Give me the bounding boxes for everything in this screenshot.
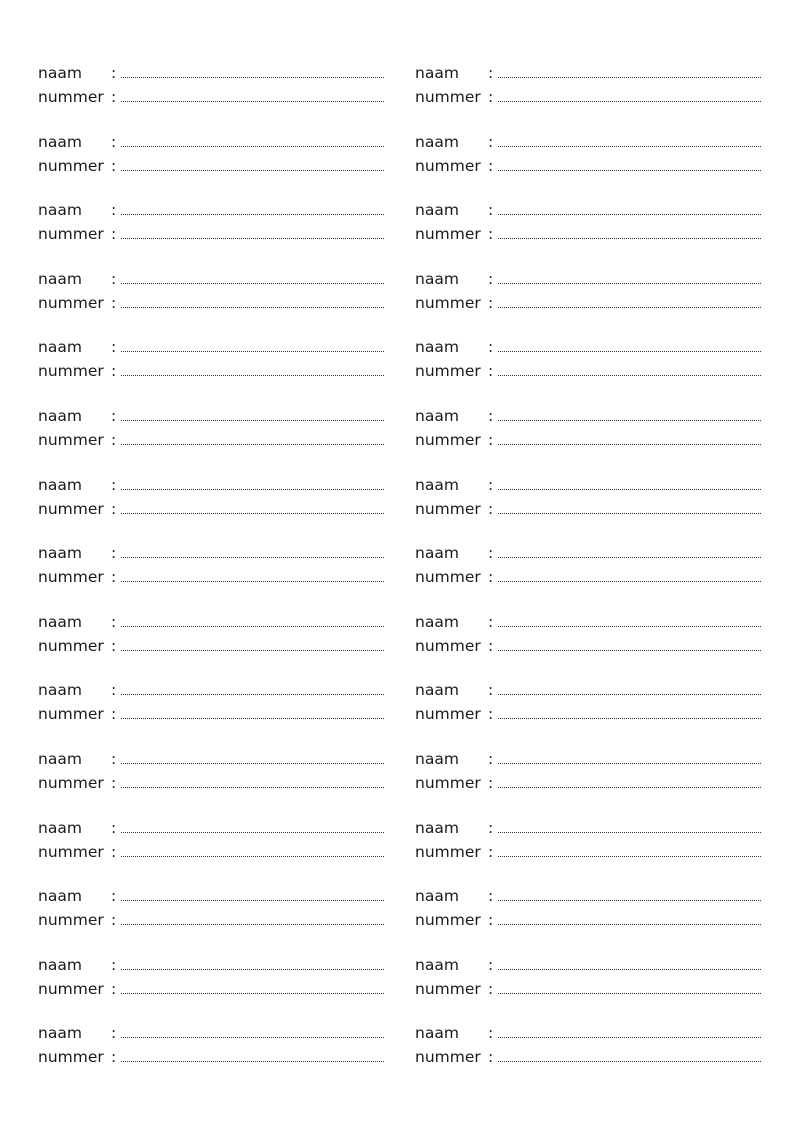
dotted-write-line[interactable] xyxy=(121,214,384,215)
label-entry xyxy=(415,538,761,607)
colon-separator: : xyxy=(111,681,117,700)
colon-separator: : xyxy=(111,362,117,381)
name-field[interactable] xyxy=(415,1018,761,1042)
number-label: nummer xyxy=(415,362,481,381)
dotted-write-line[interactable] xyxy=(121,1037,384,1038)
colon-separator: : xyxy=(488,201,494,220)
label-entry xyxy=(415,195,761,264)
label-entry xyxy=(38,744,384,813)
colon-separator: : xyxy=(488,225,494,244)
colon-separator: : xyxy=(111,430,117,449)
number-field[interactable] xyxy=(38,905,384,929)
dotted-write-line[interactable] xyxy=(121,626,384,627)
number-field[interactable] xyxy=(38,82,384,106)
number-label: nummer xyxy=(38,362,104,381)
name-field[interactable] xyxy=(415,127,761,151)
number-label: nummer xyxy=(38,225,104,244)
dotted-write-line[interactable] xyxy=(498,626,761,627)
number-label: nummer xyxy=(415,88,481,106)
dotted-write-line[interactable] xyxy=(498,351,761,352)
colon-separator: : xyxy=(488,773,494,792)
label-entry xyxy=(415,950,761,1019)
dotted-write-line[interactable] xyxy=(498,718,761,719)
colon-separator: : xyxy=(488,681,494,700)
number-field[interactable] xyxy=(38,837,384,861)
number-field[interactable] xyxy=(415,1042,761,1066)
number-field[interactable] xyxy=(38,288,384,312)
number-label: nummer xyxy=(415,705,481,724)
name-field[interactable] xyxy=(415,675,761,699)
label-entry xyxy=(38,58,384,127)
number-label: nummer xyxy=(415,636,481,655)
name-field[interactable] xyxy=(38,401,384,425)
dotted-write-line[interactable] xyxy=(121,146,384,147)
dotted-write-line[interactable] xyxy=(498,832,761,833)
colon-separator: : xyxy=(488,955,494,974)
name-label: naam xyxy=(38,132,82,151)
colon-separator: : xyxy=(488,362,494,381)
dotted-write-line[interactable] xyxy=(121,581,384,582)
name-label: naam xyxy=(38,818,82,837)
name-label: naam xyxy=(415,132,459,151)
colon-separator: : xyxy=(111,475,117,494)
name-label: naam xyxy=(415,612,459,631)
colon-separator: : xyxy=(111,911,117,930)
number-label: nummer xyxy=(415,842,481,861)
number-field[interactable] xyxy=(38,631,384,655)
dotted-write-line[interactable] xyxy=(121,993,384,994)
name-label: naam xyxy=(415,681,459,700)
number-label: nummer xyxy=(38,1048,104,1067)
dotted-write-line[interactable] xyxy=(121,513,384,514)
name-label: naam xyxy=(38,475,82,494)
number-label: nummer xyxy=(38,773,104,792)
colon-separator: : xyxy=(488,1024,494,1043)
name-field[interactable] xyxy=(415,58,761,82)
dotted-write-line[interactable] xyxy=(121,900,384,901)
label-entry xyxy=(38,127,384,196)
name-field[interactable] xyxy=(415,744,761,768)
number-label: nummer xyxy=(38,842,104,861)
dotted-write-line[interactable] xyxy=(498,557,761,558)
number-field[interactable] xyxy=(415,562,761,586)
name-label: naam xyxy=(38,681,82,700)
label-entry xyxy=(38,881,384,950)
name-label: naam xyxy=(415,544,459,563)
colon-separator: : xyxy=(488,132,494,151)
colon-separator: : xyxy=(111,201,117,220)
colon-separator: : xyxy=(111,499,117,518)
dotted-write-line[interactable] xyxy=(121,307,384,308)
name-field[interactable] xyxy=(415,264,761,288)
colon-separator: : xyxy=(488,64,494,82)
dotted-write-line[interactable] xyxy=(498,900,761,901)
number-field[interactable] xyxy=(415,974,761,998)
dotted-write-line[interactable] xyxy=(498,101,761,102)
name-label: naam xyxy=(38,1024,82,1043)
label-entry xyxy=(415,264,761,333)
colon-separator: : xyxy=(111,544,117,563)
name-label: naam xyxy=(38,64,82,82)
label-entry xyxy=(415,470,761,539)
label-entry xyxy=(38,264,384,333)
colon-separator: : xyxy=(488,156,494,175)
name-label: naam xyxy=(38,269,82,288)
label-entry xyxy=(415,813,761,882)
colon-separator: : xyxy=(111,818,117,837)
right-column xyxy=(415,58,761,1087)
colon-separator: : xyxy=(488,499,494,518)
name-field[interactable] xyxy=(38,607,384,631)
colon-separator: : xyxy=(111,406,117,425)
colon-separator: : xyxy=(111,773,117,792)
dotted-write-line[interactable] xyxy=(121,170,384,171)
name-field[interactable] xyxy=(415,195,761,219)
dotted-write-line[interactable] xyxy=(121,283,384,284)
number-field[interactable] xyxy=(415,288,761,312)
label-entry xyxy=(415,675,761,744)
number-field[interactable] xyxy=(415,356,761,380)
name-field[interactable] xyxy=(415,813,761,837)
dotted-write-line[interactable] xyxy=(498,924,761,925)
number-label: nummer xyxy=(38,293,104,312)
name-field[interactable] xyxy=(415,950,761,974)
name-field[interactable] xyxy=(38,58,384,82)
number-label: nummer xyxy=(415,773,481,792)
name-label: naam xyxy=(415,818,459,837)
colon-separator: : xyxy=(488,818,494,837)
name-field[interactable] xyxy=(38,264,384,288)
name-field[interactable] xyxy=(38,813,384,837)
label-entry xyxy=(38,950,384,1019)
dotted-write-line[interactable] xyxy=(121,832,384,833)
number-field[interactable] xyxy=(415,82,761,106)
colon-separator: : xyxy=(111,842,117,861)
dotted-write-line[interactable] xyxy=(498,307,761,308)
label-entry xyxy=(415,1018,761,1087)
dotted-write-line[interactable] xyxy=(498,420,761,421)
number-field[interactable] xyxy=(415,837,761,861)
dotted-write-line[interactable] xyxy=(121,763,384,764)
colon-separator: : xyxy=(111,749,117,768)
dotted-write-line[interactable] xyxy=(498,489,761,490)
colon-separator: : xyxy=(111,64,117,82)
dotted-write-line[interactable] xyxy=(498,993,761,994)
colon-separator: : xyxy=(111,705,117,724)
dotted-write-line[interactable] xyxy=(121,444,384,445)
colon-separator: : xyxy=(111,955,117,974)
name-field[interactable] xyxy=(415,607,761,631)
dotted-write-line[interactable] xyxy=(121,924,384,925)
colon-separator: : xyxy=(111,1024,117,1043)
colon-separator: : xyxy=(488,749,494,768)
number-field[interactable] xyxy=(38,1042,384,1066)
colon-separator: : xyxy=(111,636,117,655)
label-entry xyxy=(415,332,761,401)
name-field[interactable] xyxy=(38,744,384,768)
dotted-write-line[interactable] xyxy=(498,375,761,376)
name-field[interactable] xyxy=(38,332,384,356)
colon-separator: : xyxy=(488,612,494,631)
dotted-write-line[interactable] xyxy=(121,787,384,788)
number-field[interactable] xyxy=(415,631,761,655)
colon-separator: : xyxy=(488,269,494,288)
colon-separator: : xyxy=(111,568,117,587)
dotted-write-line[interactable] xyxy=(121,420,384,421)
dotted-write-line[interactable] xyxy=(121,557,384,558)
number-field[interactable] xyxy=(38,356,384,380)
number-label: nummer xyxy=(38,430,104,449)
number-label: nummer xyxy=(415,225,481,244)
name-field[interactable] xyxy=(38,675,384,699)
name-label: naam xyxy=(415,269,459,288)
dotted-write-line[interactable] xyxy=(498,214,761,215)
dotted-write-line[interactable] xyxy=(498,1061,761,1062)
colon-separator: : xyxy=(111,612,117,631)
name-field[interactable] xyxy=(415,470,761,494)
name-field[interactable] xyxy=(38,881,384,905)
number-field[interactable] xyxy=(415,219,761,243)
dotted-write-line[interactable] xyxy=(498,170,761,171)
number-label: nummer xyxy=(38,979,104,998)
colon-separator: : xyxy=(111,887,117,906)
colon-separator: : xyxy=(488,544,494,563)
label-entry xyxy=(38,401,384,470)
colon-separator: : xyxy=(111,979,117,998)
dotted-write-line[interactable] xyxy=(121,650,384,651)
dotted-write-line[interactable] xyxy=(498,146,761,147)
name-label: naam xyxy=(415,887,459,906)
colon-separator: : xyxy=(488,475,494,494)
colon-separator: : xyxy=(488,406,494,425)
name-label: naam xyxy=(38,406,82,425)
number-label: nummer xyxy=(38,568,104,587)
dotted-write-line[interactable] xyxy=(121,101,384,102)
name-label: naam xyxy=(415,749,459,768)
dotted-write-line[interactable] xyxy=(121,238,384,239)
number-label: nummer xyxy=(38,156,104,175)
name-field[interactable] xyxy=(415,881,761,905)
colon-separator: : xyxy=(488,430,494,449)
dotted-write-line[interactable] xyxy=(498,856,761,857)
label-entry xyxy=(38,332,384,401)
name-label: naam xyxy=(415,338,459,357)
dotted-write-line[interactable] xyxy=(498,1037,761,1038)
number-label: nummer xyxy=(38,636,104,655)
name-label: naam xyxy=(415,201,459,220)
label-entry xyxy=(38,813,384,882)
colon-separator: : xyxy=(488,705,494,724)
colon-separator: : xyxy=(488,1048,494,1067)
dotted-write-line[interactable] xyxy=(498,444,761,445)
colon-separator: : xyxy=(111,293,117,312)
dotted-write-line[interactable] xyxy=(498,77,761,78)
name-label: naam xyxy=(415,406,459,425)
name-label: naam xyxy=(38,338,82,357)
label-entry xyxy=(415,127,761,196)
dotted-write-line[interactable] xyxy=(498,787,761,788)
label-entry xyxy=(38,195,384,264)
colon-separator: : xyxy=(111,225,117,244)
name-field[interactable] xyxy=(415,401,761,425)
dotted-write-line[interactable] xyxy=(498,694,761,695)
number-label: nummer xyxy=(415,293,481,312)
colon-separator: : xyxy=(111,1048,117,1067)
colon-separator: : xyxy=(111,132,117,151)
name-label: naam xyxy=(38,612,82,631)
name-field[interactable] xyxy=(415,332,761,356)
number-label: nummer xyxy=(415,156,481,175)
colon-separator: : xyxy=(111,338,117,357)
colon-separator: : xyxy=(488,338,494,357)
number-field[interactable] xyxy=(415,494,761,518)
number-field[interactable] xyxy=(415,905,761,929)
dotted-write-line[interactable] xyxy=(498,650,761,651)
number-label: nummer xyxy=(415,979,481,998)
colon-separator: : xyxy=(111,269,117,288)
name-field[interactable] xyxy=(38,195,384,219)
colon-separator: : xyxy=(488,293,494,312)
name-field[interactable] xyxy=(38,470,384,494)
colon-separator: : xyxy=(488,979,494,998)
number-field[interactable] xyxy=(415,151,761,175)
number-label: nummer xyxy=(38,911,104,930)
dotted-write-line[interactable] xyxy=(121,856,384,857)
name-label: naam xyxy=(415,1024,459,1043)
name-field[interactable] xyxy=(38,127,384,151)
label-entry xyxy=(38,1018,384,1087)
dotted-write-line[interactable] xyxy=(498,581,761,582)
dotted-write-line[interactable] xyxy=(498,283,761,284)
number-label: nummer xyxy=(415,499,481,518)
number-label: nummer xyxy=(415,430,481,449)
name-label: naam xyxy=(38,201,82,220)
number-field[interactable] xyxy=(38,151,384,175)
label-entry xyxy=(38,538,384,607)
dotted-write-line[interactable] xyxy=(121,375,384,376)
name-label: naam xyxy=(38,544,82,563)
name-field[interactable] xyxy=(38,950,384,974)
dotted-write-line[interactable] xyxy=(121,351,384,352)
number-label: nummer xyxy=(38,88,104,106)
dotted-write-line[interactable] xyxy=(121,1061,384,1062)
number-field[interactable] xyxy=(415,699,761,723)
number-label: nummer xyxy=(415,568,481,587)
number-field[interactable] xyxy=(38,768,384,792)
dotted-write-line[interactable] xyxy=(498,238,761,239)
number-label: nummer xyxy=(38,705,104,724)
number-field[interactable] xyxy=(415,425,761,449)
name-label: naam xyxy=(38,749,82,768)
name-field[interactable] xyxy=(38,1018,384,1042)
name-field[interactable] xyxy=(415,538,761,562)
label-entry xyxy=(415,881,761,950)
number-label: nummer xyxy=(415,911,481,930)
name-label: naam xyxy=(415,64,459,82)
number-field[interactable] xyxy=(38,974,384,998)
dotted-write-line[interactable] xyxy=(498,763,761,764)
number-label: nummer xyxy=(415,1048,481,1067)
number-field[interactable] xyxy=(38,562,384,586)
label-entry xyxy=(415,607,761,676)
colon-separator: : xyxy=(111,88,117,106)
number-field[interactable] xyxy=(38,425,384,449)
label-entry xyxy=(38,675,384,744)
dotted-write-line[interactable] xyxy=(121,694,384,695)
number-field[interactable] xyxy=(38,699,384,723)
number-label: nummer xyxy=(38,499,104,518)
dotted-write-line[interactable] xyxy=(498,513,761,514)
number-field[interactable] xyxy=(38,494,384,518)
colon-separator: : xyxy=(488,636,494,655)
number-field[interactable] xyxy=(415,768,761,792)
number-field[interactable] xyxy=(38,219,384,243)
dotted-write-line[interactable] xyxy=(121,489,384,490)
dotted-write-line[interactable] xyxy=(498,969,761,970)
name-label: naam xyxy=(38,955,82,974)
label-entry xyxy=(38,470,384,539)
colon-separator: : xyxy=(111,156,117,175)
label-entry xyxy=(415,401,761,470)
label-entry xyxy=(415,58,761,127)
dotted-write-line[interactable] xyxy=(121,77,384,78)
name-field[interactable] xyxy=(38,538,384,562)
name-label: naam xyxy=(415,955,459,974)
colon-separator: : xyxy=(488,911,494,930)
dotted-write-line[interactable] xyxy=(121,718,384,719)
colon-separator: : xyxy=(488,568,494,587)
name-label: naam xyxy=(38,887,82,906)
colon-separator: : xyxy=(488,88,494,106)
colon-separator: : xyxy=(488,842,494,861)
left-column xyxy=(38,58,384,1087)
label-entry xyxy=(38,607,384,676)
label-entry xyxy=(415,744,761,813)
dotted-write-line[interactable] xyxy=(121,969,384,970)
name-label: naam xyxy=(415,475,459,494)
colon-separator: : xyxy=(488,887,494,906)
